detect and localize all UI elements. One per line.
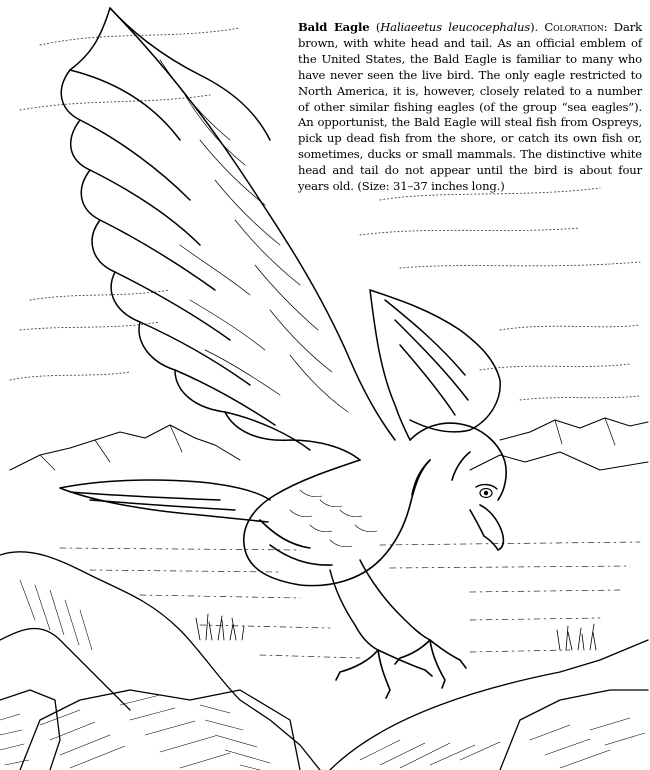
species-name: Bald Eagle xyxy=(298,20,370,34)
eagle-head xyxy=(410,423,506,500)
eagle-feather-texture xyxy=(290,490,377,547)
water-lines xyxy=(60,542,640,658)
eagle-eye-icon xyxy=(476,485,497,498)
eagle-tail xyxy=(60,480,270,522)
eagle-beak xyxy=(470,505,503,550)
scientific-name: Haliaeetus leucocephalus xyxy=(380,20,531,34)
latin-paren-open: ( xyxy=(369,20,381,34)
latin-paren-close: ). xyxy=(530,20,545,34)
shore-grass xyxy=(196,614,596,650)
caption-body: Dark brown, with white head and tail. As an official emblem of the United States, the Bald Eagle is familiar to many who have never seen the live bird. The only eagle restricted to North America, it is, however, closely related to a number of other similar fishing eagles (of the group “sea eagles”). An opportunist, the Bald Eagle will steal fish from Ospreys, pick up dead fish from the shore, or catch its own fish or, sometimes, ducks or small mammals. The distinctive white head and tail do not appear until the bird is about four years old. (Size: 31–37 inches long.) xyxy=(298,20,642,194)
eagle-talons xyxy=(336,640,466,698)
coloration-label: Coloration: xyxy=(544,20,608,34)
mountains xyxy=(10,418,648,470)
eagle-legs xyxy=(330,560,430,650)
eagle-right-wing xyxy=(370,290,500,440)
eagle-body xyxy=(244,460,430,586)
species-caption xyxy=(298,20,642,195)
